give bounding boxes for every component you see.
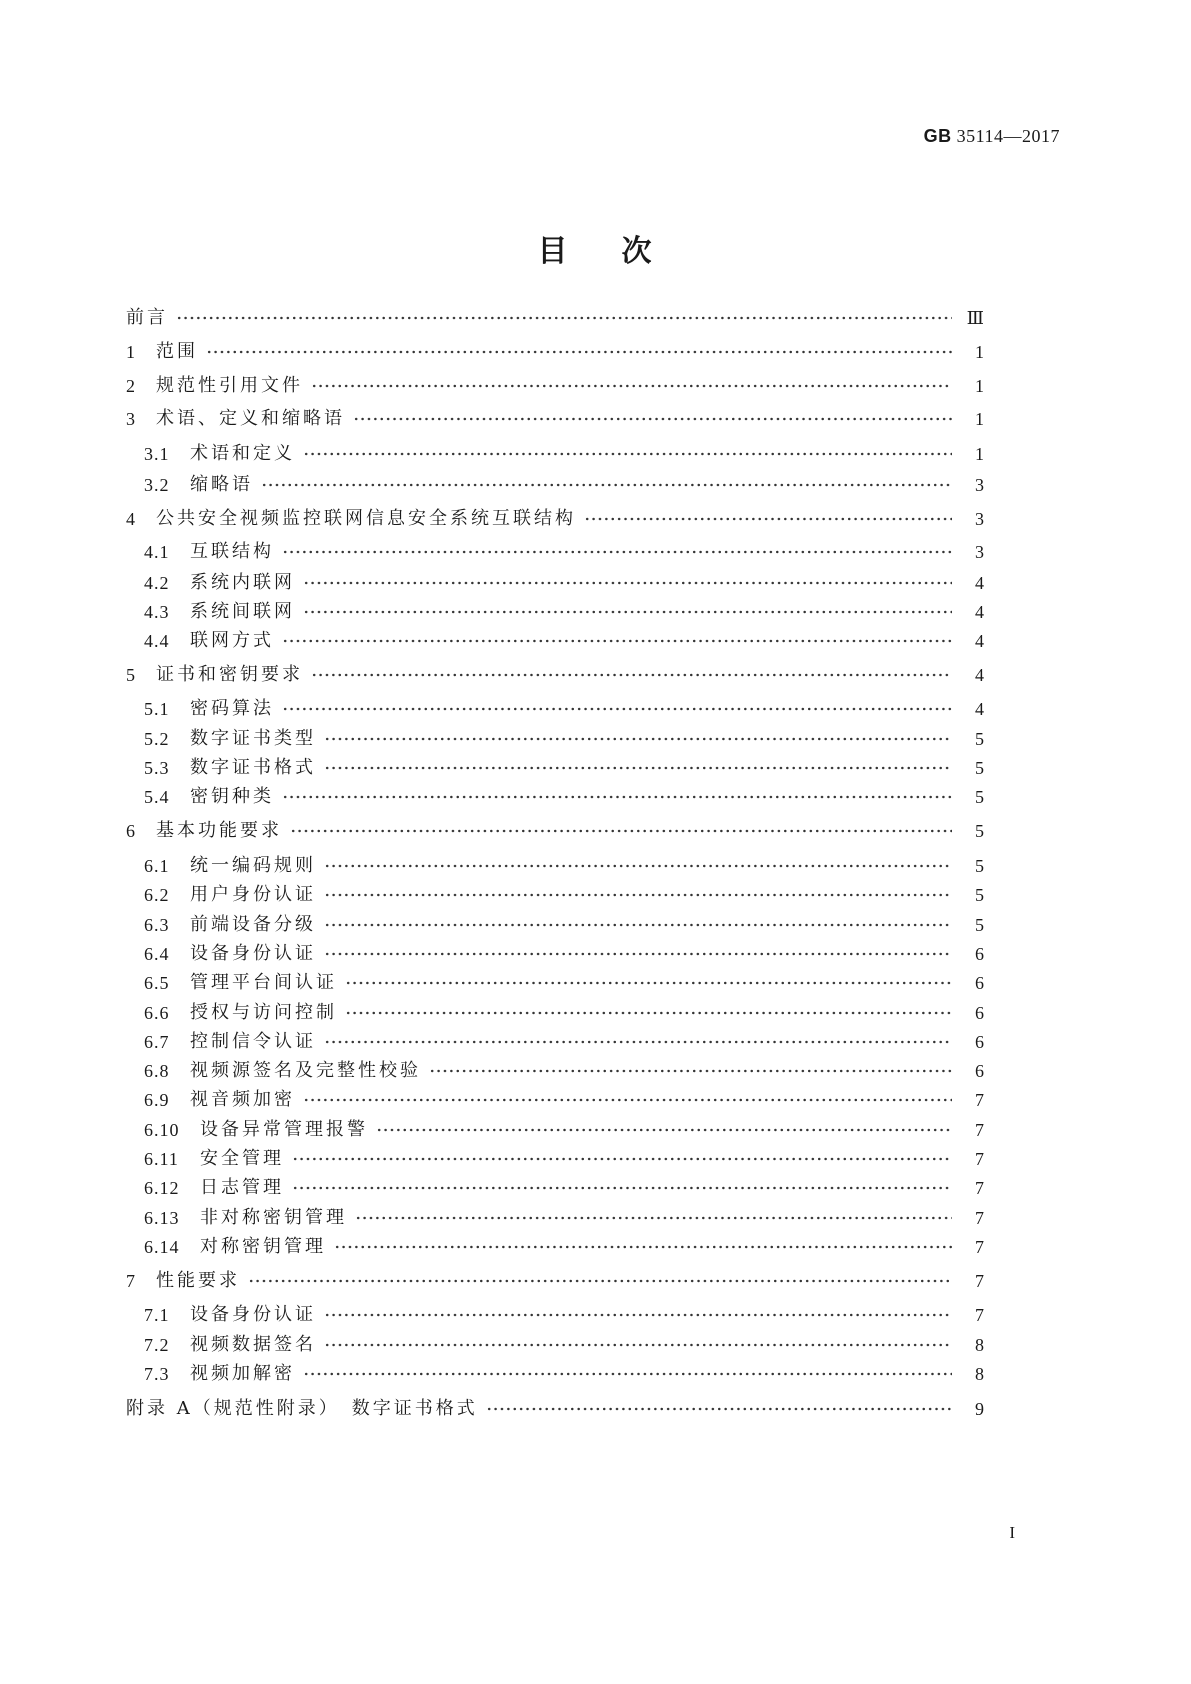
toc-entry-number: 1 <box>126 342 136 362</box>
toc-entry-page: 7 <box>975 1208 984 1228</box>
toc-dot-leader <box>311 374 952 398</box>
toc-dot-leader <box>324 913 952 937</box>
toc-entry-number: 6 <box>126 821 136 841</box>
toc-entry-title: 授权与访问控制 <box>190 1002 337 1023</box>
toc-entry-number: 2 <box>126 376 136 396</box>
toc-dot-leader <box>334 1235 952 1259</box>
toc-entry-page: 3 <box>975 509 984 529</box>
toc-dot-leader <box>303 600 952 624</box>
page-title-part1: 目 <box>537 234 570 269</box>
toc-entry-number: 6.4 <box>144 944 170 964</box>
toc-dot-leader <box>303 571 952 595</box>
toc-entry-page: 6 <box>975 944 984 964</box>
page-title-part2: 次 <box>621 234 654 269</box>
toc-entry-title: 公共安全视频监控联网信息安全系统互联结构 <box>156 508 576 529</box>
toc-entry-number: 5.4 <box>144 787 170 807</box>
toc-entry-title: 设备异常管理报警 <box>200 1119 368 1140</box>
toc-entry-page: 5 <box>975 821 984 841</box>
toc-dot-leader <box>282 785 952 809</box>
toc-entry-number: 6.6 <box>144 1003 170 1023</box>
toc-entry-page: 5 <box>975 729 984 749</box>
toc-entry[interactable] <box>126 663 984 687</box>
toc-entry-number: 6.12 <box>144 1178 180 1198</box>
toc-entry-page: 7 <box>975 1120 984 1140</box>
toc-entry-title: 数字证书格式 <box>190 757 316 778</box>
toc-entry-title: 对称密钥管理 <box>200 1236 326 1257</box>
toc-entry-page: 7 <box>975 1237 984 1257</box>
toc-entry-page: 6 <box>975 1061 984 1081</box>
toc-entry-number: 6.13 <box>144 1208 180 1228</box>
toc-entry-page: 4 <box>975 602 984 622</box>
toc-dot-leader <box>345 1001 952 1025</box>
page-number: I <box>1009 1523 1015 1542</box>
toc-dot-leader <box>324 1303 952 1327</box>
toc-dot-leader <box>206 340 952 364</box>
toc-entry-title: 视频数据签名 <box>190 1334 316 1355</box>
toc-dot-leader <box>282 697 952 721</box>
toc-entry-page: 5 <box>975 758 984 778</box>
toc-entry-title: 安全管理 <box>200 1148 284 1169</box>
toc-entry-page: 1 <box>975 342 984 362</box>
toc-entry-title: 附录 A（规范性附录） 数字证书格式 <box>126 1398 478 1419</box>
toc-entry[interactable] <box>144 1059 984 1083</box>
toc-entry-page: Ⅲ <box>966 308 984 328</box>
toc-entry-title: 基本功能要求 <box>156 820 282 841</box>
toc-entry-number: 6.7 <box>144 1032 170 1052</box>
toc-entry-page: 1 <box>975 444 984 464</box>
toc-entry-title: 视频源签名及完整性校验 <box>190 1060 421 1081</box>
toc-entry-title: 日志管理 <box>200 1177 284 1198</box>
toc-entry-title: 设备身份认证 <box>190 1304 316 1325</box>
toc-entry[interactable] <box>126 306 984 330</box>
toc-entry[interactable] <box>144 442 984 466</box>
toc-entry[interactable] <box>144 756 984 780</box>
toc-dot-leader <box>303 1362 952 1386</box>
toc-entry-title: 管理平台间认证 <box>190 972 337 993</box>
toc-entry-title: 联网方式 <box>190 630 274 651</box>
toc-dot-leader <box>584 507 952 531</box>
toc-entry-title: 系统间联网 <box>190 601 295 622</box>
toc-entry-page: 8 <box>975 1364 984 1384</box>
toc-dot-leader <box>486 1397 952 1421</box>
toc-entry-title: 范围 <box>156 341 198 362</box>
toc-dot-leader <box>429 1059 952 1083</box>
toc-entry-page: 4 <box>975 665 984 685</box>
toc-entry[interactable] <box>144 1030 984 1054</box>
toc-entry-page: 8 <box>975 1335 984 1355</box>
toc-entry-number: 6.3 <box>144 915 170 935</box>
toc-entry-page: 6 <box>975 1032 984 1052</box>
toc-entry-page: 4 <box>975 699 984 719</box>
toc-entry-title: 视频加解密 <box>190 1363 295 1384</box>
toc-dot-leader <box>324 756 952 780</box>
toc-entry-title: 设备身份认证 <box>190 943 316 964</box>
toc-entry[interactable] <box>144 1088 984 1112</box>
standard-prefix: GB <box>923 126 952 146</box>
toc-entry-title: 用户身份认证 <box>190 884 316 905</box>
toc-entry[interactable] <box>144 1362 984 1386</box>
standard-code: 35114—2017 <box>956 126 1060 146</box>
toc-entry[interactable] <box>144 629 984 653</box>
toc-entry-number: 4.1 <box>144 542 170 562</box>
toc-dot-leader <box>292 1176 952 1200</box>
toc-entry-title: 密钥种类 <box>190 786 274 807</box>
toc-entry-number: 6.2 <box>144 885 170 905</box>
toc-entry-number: 3.2 <box>144 475 170 495</box>
toc-dot-leader <box>290 819 952 843</box>
toc-entry-page: 4 <box>975 573 984 593</box>
toc-entry-number: 7 <box>126 1271 136 1291</box>
toc-dot-leader <box>292 1147 952 1171</box>
toc-entry-title: 术语和定义 <box>190 443 295 464</box>
toc-entry-page: 6 <box>975 973 984 993</box>
toc-dot-leader <box>311 663 952 687</box>
toc-entry-page: 7 <box>975 1149 984 1169</box>
toc-entry-title: 统一编码规则 <box>190 855 316 876</box>
toc-entry[interactable] <box>144 854 984 878</box>
toc-entry-title: 非对称密钥管理 <box>200 1207 347 1228</box>
toc-entry-title: 前言 <box>126 307 168 328</box>
toc-dot-leader <box>324 854 952 878</box>
toc-entry-number: 6.8 <box>144 1061 170 1081</box>
toc-dot-leader <box>282 629 952 653</box>
toc-entry-title: 密码算法 <box>190 698 274 719</box>
toc-entry[interactable] <box>126 1269 984 1293</box>
toc-entry[interactable] <box>144 1333 984 1357</box>
toc-entry[interactable] <box>144 473 984 497</box>
toc-entry-number: 3 <box>126 409 136 429</box>
toc-entry[interactable] <box>126 819 984 843</box>
toc-entry-page: 5 <box>975 915 984 935</box>
toc-entry-number: 6.1 <box>144 856 170 876</box>
toc-entry[interactable] <box>144 697 984 721</box>
toc-entry[interactable] <box>144 913 984 937</box>
toc-dot-leader <box>303 1088 952 1112</box>
toc-dot-leader <box>324 727 952 751</box>
toc-dot-leader <box>303 442 952 466</box>
toc-dot-leader <box>353 407 952 431</box>
toc-entry-page: 5 <box>975 856 984 876</box>
toc-entry[interactable] <box>144 1303 984 1327</box>
toc-entry-number: 7.2 <box>144 1335 170 1355</box>
toc-dot-leader <box>248 1269 952 1293</box>
toc-dot-leader <box>324 1030 952 1054</box>
toc-entry-number: 5.1 <box>144 699 170 719</box>
toc-entry-page: 5 <box>975 787 984 807</box>
toc-entry-number: 5 <box>126 665 136 685</box>
toc-entry[interactable] <box>144 571 984 595</box>
toc-entry[interactable] <box>144 785 984 809</box>
toc-entry[interactable] <box>126 340 984 364</box>
toc-entry-page: 1 <box>975 376 984 396</box>
toc-entry[interactable] <box>126 507 984 531</box>
toc-dot-leader <box>324 942 952 966</box>
toc-entry-title: 系统内联网 <box>190 572 295 593</box>
toc-entry-title: 规范性引用文件 <box>156 375 303 396</box>
toc-dot-leader <box>355 1206 952 1230</box>
toc-entry[interactable] <box>144 883 984 907</box>
toc-entry[interactable] <box>144 540 984 564</box>
toc-entry-number: 4.3 <box>144 602 170 622</box>
toc-entry-title: 视音频加密 <box>190 1089 295 1110</box>
toc-entry[interactable] <box>126 1397 984 1421</box>
toc-entry-number: 3.1 <box>144 444 170 464</box>
toc-entry-title: 性能要求 <box>156 1270 240 1291</box>
toc-entry-title: 互联结构 <box>190 541 274 562</box>
toc-entry-number: 6.5 <box>144 973 170 993</box>
toc-entry-page: 1 <box>975 409 984 429</box>
toc-entry[interactable] <box>144 1147 984 1171</box>
toc-entry-number: 7.1 <box>144 1305 170 1325</box>
toc-entry-number: 6.9 <box>144 1090 170 1110</box>
toc-entry-number: 5.2 <box>144 729 170 749</box>
toc-entry-title: 控制信令认证 <box>190 1031 316 1052</box>
toc-entry-number: 6.11 <box>144 1149 179 1169</box>
toc-entry[interactable] <box>144 727 984 751</box>
toc-entry-title: 数字证书类型 <box>190 728 316 749</box>
toc-entry-number: 5.3 <box>144 758 170 778</box>
toc-entry-number: 4 <box>126 509 136 529</box>
toc-entry-title: 缩略语 <box>190 474 253 495</box>
toc-entry[interactable] <box>144 1235 984 1259</box>
toc-entry[interactable] <box>126 407 984 431</box>
toc-dot-leader <box>176 306 952 330</box>
toc-dot-leader <box>261 473 952 497</box>
toc-entry[interactable] <box>144 600 984 624</box>
toc-entry-page: 7 <box>975 1178 984 1198</box>
toc-entry[interactable] <box>144 971 984 995</box>
toc-entry-page: 3 <box>975 475 984 495</box>
toc-entry-page: 6 <box>975 1003 984 1023</box>
toc-entry[interactable] <box>144 1001 984 1025</box>
toc-entry[interactable] <box>144 1206 984 1230</box>
toc-entry-number: 4.2 <box>144 573 170 593</box>
toc-entry-page: 3 <box>975 542 984 562</box>
toc-entry-title: 术语、定义和缩略语 <box>156 408 345 429</box>
toc-entry-page: 5 <box>975 885 984 905</box>
toc-dot-leader <box>324 1333 952 1357</box>
toc-entry-number: 4.4 <box>144 631 170 651</box>
toc-entry-page: 7 <box>975 1271 984 1291</box>
toc-entry[interactable] <box>144 942 984 966</box>
toc-entry[interactable] <box>144 1118 984 1142</box>
toc-entry-number: 7.3 <box>144 1364 170 1384</box>
toc-entry[interactable] <box>144 1176 984 1200</box>
toc-entry-title: 前端设备分级 <box>190 914 316 935</box>
toc-entry-page: 4 <box>975 631 984 651</box>
toc-entry-page: 7 <box>975 1305 984 1325</box>
toc-dot-leader <box>376 1118 952 1142</box>
toc-dot-leader <box>345 971 952 995</box>
toc-dot-leader <box>282 540 952 564</box>
toc-entry-page: 9 <box>975 1399 984 1419</box>
toc-dot-leader <box>324 883 952 907</box>
toc-entry-number: 6.10 <box>144 1120 180 1140</box>
toc-entry[interactable] <box>126 374 984 398</box>
toc-entry-number: 6.14 <box>144 1237 180 1257</box>
toc-entry-page: 7 <box>975 1090 984 1110</box>
toc-entry-title: 证书和密钥要求 <box>156 664 303 685</box>
